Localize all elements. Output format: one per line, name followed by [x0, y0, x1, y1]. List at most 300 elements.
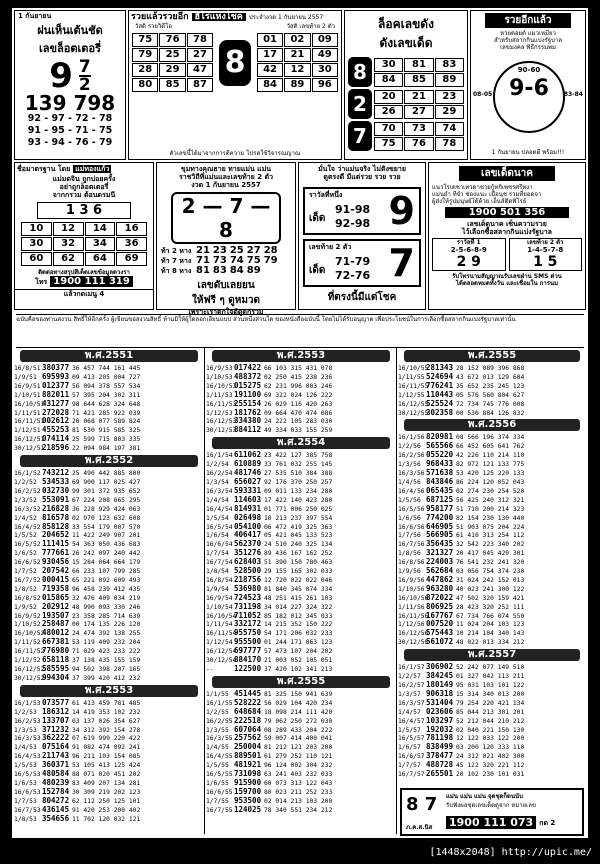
other-prizes: 76 541 232 241 320: [456, 559, 525, 567]
other-prizes: 34 014 227 324 322: [264, 603, 333, 611]
first-prize: 882011: [42, 389, 70, 399]
first-prize: 628403: [234, 557, 262, 567]
other-prizes: 47 502 320 159 421: [456, 594, 525, 602]
draw-date: 16/6/56: [398, 523, 425, 531]
draw-date: 1/6/55: [206, 779, 229, 787]
first-prize: 531404: [426, 697, 454, 707]
conf-box2-num-1: 71-79: [335, 255, 371, 268]
hero-cell: 30: [312, 63, 338, 77]
draw-date: 16/5/53: [14, 771, 41, 779]
hero-cell: 84: [257, 78, 283, 92]
acc-row: [157, 247, 295, 255]
draw-date: 16/2/57: [398, 682, 425, 689]
lock-digit: 8: [348, 57, 372, 87]
draw-date: 1/2/54: [206, 461, 229, 469]
first-prize: 968433: [426, 459, 454, 469]
lock-cell: 30: [374, 58, 403, 72]
other-prizes: 56 425 240 312 321: [456, 496, 525, 504]
naga-seq2-big: 1 5: [533, 254, 558, 270]
first-prize: 575443: [426, 628, 454, 638]
hero-cell: 47: [187, 63, 213, 77]
draw-date: 1/12/53: [206, 409, 233, 417]
first-prize: 186312: [42, 706, 70, 716]
first-prize: 257562: [234, 733, 262, 743]
acc-num: 21: [196, 245, 210, 256]
other-prizes: 95 031 103 101 122: [456, 682, 525, 689]
first-prize: 110443: [426, 389, 454, 399]
draw-row: [398, 770, 586, 779]
panel-subtitle: เลขล็อตเตอรี่: [39, 42, 101, 55]
other-prizes: 20 417 045 420 301: [456, 550, 525, 558]
draw-date: 16/6/54: [206, 541, 233, 549]
draw-date: 16/9/53: [206, 365, 233, 372]
draw-date: 16/4/56: [398, 487, 425, 495]
other-prizes: 69 900 117 025 427: [72, 478, 141, 486]
other-prizes: 32 542 223 340 202: [456, 541, 525, 549]
acc-num: 23: [212, 245, 227, 256]
fraction-bottom: 2: [78, 75, 91, 95]
first-prize: 074114: [42, 434, 70, 444]
other-prizes: 81 212 121 203 200: [264, 744, 333, 752]
acc-num: 71: [196, 255, 210, 266]
draw-date: 16/11/55: [398, 382, 429, 390]
other-prizes: 79 254 220 421 134: [456, 699, 525, 707]
draw-date: 1/2/57: [398, 673, 421, 681]
first-prize: 777661: [42, 548, 70, 558]
first-prize: 159700: [234, 786, 262, 796]
draw-row: [14, 444, 204, 453]
draw-date: 16/9/56: [398, 576, 425, 584]
other-prizes: 18 098 214 111 420: [264, 708, 333, 716]
draw-date: 1/4/57: [398, 708, 421, 716]
acc-num: 83: [212, 265, 227, 276]
first-prize: 481746: [234, 468, 262, 478]
other-prizes: 96 124 002 304 232: [264, 762, 333, 770]
other-prizes: 49 334 033 155 259: [264, 427, 333, 435]
draw-date: 1/11/55: [398, 373, 425, 381]
first-prize: 585595: [42, 664, 70, 673]
draw-date: 16/6/53: [14, 788, 41, 796]
first-prize: 055220: [426, 450, 454, 460]
conf-title-1: มั่นใจ ว่าแม่นจริง ไม่ติงขยาย: [318, 165, 406, 173]
first-prize: 534533: [42, 476, 70, 486]
hero-grid-b: [257, 33, 338, 92]
other-prizes: 01 771 006 250 025: [264, 505, 333, 513]
naga-line2: เลขเด็ดนาค เซ็นความรวย: [467, 220, 547, 228]
draw-date: 16/5/52: [14, 541, 41, 549]
hero-subheads: [129, 23, 341, 30]
draw-date: 1/4/52: [14, 514, 37, 522]
draw-date: 16/11/52: [14, 648, 45, 656]
other-prizes: 25 599 715 803 335: [72, 436, 141, 444]
draw-date: 16/7/55: [206, 806, 233, 814]
std-footer: แล้วกดเมนู 4: [15, 289, 153, 298]
other-prizes: 61 413 459 781 485: [72, 699, 141, 707]
naga-col-1: [432, 238, 506, 271]
other-prizes: 14 419 353 102 232: [72, 708, 141, 716]
other-prizes: 80 023 211 252 233: [264, 788, 333, 796]
naga-sms-1: รับโทรนามสัญญาณรับเลขฝ่าน SMS ด่วน: [452, 273, 562, 280]
draw-date: 16/3/55: [206, 735, 233, 743]
draw-date: 1/4/53: [14, 744, 37, 752]
draw-date: 1/12/54: [206, 639, 233, 647]
other-prizes: 48 251 415 261 103: [264, 594, 333, 602]
first-prize: 015275: [234, 380, 262, 390]
other-prizes: 48 022 013 334 212: [456, 639, 525, 647]
other-prizes: 36 457 744 161 445: [72, 365, 141, 372]
std-cell: 14: [85, 222, 116, 236]
hero-sub-1: วัสดิ รวยวิดีโอ: [135, 23, 173, 30]
first-prize: 265501: [426, 769, 454, 779]
other-prizes: 03 137 026 354 627: [72, 717, 141, 725]
hero-grid-a: [132, 33, 213, 92]
other-prizes: 81 530 915 585 325: [72, 427, 141, 435]
first-prize: 032730: [42, 485, 70, 495]
first-prize: 774200: [426, 512, 454, 522]
acc-num: 84: [229, 265, 244, 276]
lock-cell: 75: [374, 137, 403, 151]
other-prizes: 91 420 253 200 402: [72, 806, 141, 814]
first-prize: 023606: [426, 706, 454, 716]
first-prize: 711052: [234, 610, 262, 620]
other-prizes: 42 226 110 214 110: [456, 452, 525, 460]
lock-cell: 27: [404, 105, 433, 119]
draw-date: 16/4/52: [14, 523, 41, 531]
draw-date: 30/12/52: [14, 674, 45, 682]
first-prize: 525524: [426, 398, 454, 408]
first-prize: 321327: [426, 548, 454, 558]
draw-date: 16/3/57: [398, 699, 425, 707]
first-prize: 204652: [42, 530, 70, 540]
other-prizes: 52 212 044 210 212: [456, 717, 525, 725]
hero-cell: 75: [132, 33, 158, 47]
first-prize: 380377: [42, 363, 70, 372]
first-prize: 480584: [42, 769, 70, 779]
draw-date: 1/7/55: [206, 797, 229, 805]
hero-cell: 01: [257, 33, 283, 47]
other-prizes: 05 421 045 133 523: [264, 532, 333, 540]
draw-date: 16/4/53: [14, 753, 41, 761]
hero-cell: 49: [312, 48, 338, 62]
lottery-sheet: [12, 8, 588, 838]
draw-date: 16/12/52: [14, 666, 45, 673]
first-prize: 360371: [42, 760, 70, 770]
other-prizes: 26 029 116 420 263: [264, 400, 333, 408]
draw-date: 1/10/52: [14, 621, 41, 629]
other-prizes: 24 222 105 283 030: [264, 418, 333, 426]
draw-date: 1/6/56: [398, 514, 421, 522]
draw-date: 1/5/54: [206, 514, 229, 522]
draw-date: 16/6/52: [14, 559, 41, 567]
lock-cell: 26: [374, 105, 403, 119]
draw-date: 1/11/53: [206, 391, 233, 399]
draw-date: 1/12/55: [398, 391, 425, 399]
first-prize: 281343: [426, 363, 454, 372]
std-grid: [21, 222, 147, 266]
other-prizes: 72 734 745 776 008: [456, 400, 525, 408]
panel-lock-numbers: [344, 10, 468, 160]
draw-date: 1/7/53: [14, 797, 37, 805]
std-line-2: อย่าถูกล็อตเตอรี่: [59, 183, 109, 191]
conf-box1-num-1: 91-98: [335, 203, 371, 216]
other-prizes: 00 530 884 126 832: [456, 409, 525, 417]
std-note: ติดต่อทางสรุปสีเด็ดเลขข้อมูลดวงรา: [38, 269, 130, 276]
draw-row: [206, 806, 396, 815]
draw-date: 30/12/53: [206, 427, 237, 435]
lock-title-1: ล็อคเลขดัง: [378, 17, 434, 31]
std-cell: 60: [21, 252, 52, 266]
draw-row: [206, 426, 396, 435]
other-prizes: 57 473 107 204 202: [264, 648, 333, 656]
first-prize: 906318: [426, 688, 454, 698]
draw-date: 16/11/54: [206, 630, 237, 638]
std-cell: 16: [116, 222, 147, 236]
acc-title-1: ขุมทางคุณธาย ทายแม่น แม่น: [180, 165, 272, 173]
lock-cell: 76: [404, 137, 433, 151]
panel-standard: [14, 162, 154, 310]
pair-line-3: 93 - 94 - 76 - 79: [27, 137, 113, 148]
other-prizes: 83 409 207 134 281: [72, 779, 141, 787]
first-prize: 610889: [234, 459, 262, 469]
std-phone-row: [15, 276, 153, 287]
first-prize: 963280: [426, 583, 454, 593]
other-prizes: 60 073 313 122 043: [264, 779, 333, 787]
draw-date: 16/9/54: [206, 594, 233, 602]
first-prize: 858128: [42, 521, 70, 531]
first-prize: 607064: [234, 724, 262, 734]
first-prize: 820981: [426, 432, 454, 442]
first-prize: 480012: [42, 628, 70, 638]
hero-note: ตัวเลขนี้ได้มาจากการตีความ โปรดใช้วิจารณญาณ: [169, 150, 301, 157]
other-prizes: 03 056 754 374 230: [456, 568, 525, 576]
draw-date: 1/3/57: [398, 690, 421, 698]
draw-row: [398, 638, 586, 647]
hero-cell: 87: [187, 78, 213, 92]
draw-row: [14, 674, 204, 683]
draw-date: 16/9/52: [14, 612, 41, 620]
other-prizes: 82 154 230 130 440: [456, 514, 525, 522]
first-prize: 804272: [42, 795, 70, 805]
other-prizes: 94 502 398 207 165: [72, 666, 141, 673]
first-prize: 054100: [234, 521, 262, 531]
draw-date: 16/2/54: [206, 470, 233, 478]
hero-cell: 02: [284, 33, 310, 47]
hero-cell: 80: [132, 78, 158, 92]
other-prizes: 82 972 121 133 775: [456, 461, 525, 469]
first-prize: 255154: [234, 398, 262, 408]
other-prizes: 91 082 474 092 241: [72, 744, 141, 752]
draw-date: 16/7/56: [398, 541, 425, 549]
first-prize: 611062: [234, 450, 262, 460]
draw-date: 16/4/57: [398, 717, 425, 725]
conf-box2-sub: เด็ด: [309, 265, 326, 276]
other-prizes: 51 903 075 204 224: [456, 523, 525, 531]
other-prizes: 36 228 929 424 063: [72, 505, 141, 513]
std-line-3: จากกรวม ต้อนดรมนี: [52, 191, 116, 199]
hero-cell: 42: [257, 63, 283, 77]
draw-date: 1/11/54: [206, 621, 233, 629]
disclaimer: ฉบับคือของท่านสงวน สิทธิ์ให้อีกครั้ง ผู้เขียนขอสงวนสิทธิ์ ห้ามมิให้ผู้ใดลอกเลียนแบบ ส่วนหนึ่งส่วนใด ของหนังสือฉบับนี้ โดยไม่ได้รับอนุญาต เพื่อประโยชน์ในการเลือกซื้อสลากกินแบ่งรัฐบาลเท่านั้น: [16, 314, 584, 348]
other-prizes: 61 279 252 110 121: [264, 753, 333, 761]
other-prizes: 24 312 021 402 300: [456, 753, 525, 761]
draw-date: 1/5/52: [14, 532, 37, 540]
draw-date: 1/8/56: [398, 550, 421, 558]
first-prize: 152784: [42, 786, 70, 796]
year-header: พ.ศ.2554: [212, 437, 390, 449]
first-prize: 488372: [234, 371, 262, 381]
first-prize: 258487: [42, 619, 70, 629]
first-prize: 695993: [42, 371, 70, 381]
other-prizes: 27 535 510 384 388: [264, 470, 333, 478]
hero-cell: 09: [312, 33, 338, 47]
other-prizes: 85 044 213 301 201: [456, 708, 525, 716]
first-prize: 958177: [426, 503, 454, 513]
draw-date: 1/2/55: [206, 708, 229, 716]
pair-line-2: 91 - 95 - 71 - 75: [27, 125, 113, 136]
first-prize: 332172: [234, 619, 262, 629]
first-prize: 776980: [42, 646, 70, 656]
first-prize: 378477: [426, 751, 454, 761]
std-phone-label: โทร: [35, 277, 48, 286]
first-prize: 122500: [234, 664, 262, 673]
lock-row: [348, 121, 464, 151]
other-prizes: 66 452 605 641 762: [456, 443, 525, 451]
other-prizes: 29 155 165 302 033: [264, 568, 333, 576]
rich-circle: [493, 61, 565, 133]
first-prize: 776241: [426, 380, 454, 390]
draw-date: 1/12/51: [14, 427, 41, 435]
first-prize: 000415: [42, 574, 70, 584]
hero-body: [129, 30, 341, 95]
other-prizes: 51 710 200 214 323: [456, 505, 525, 513]
draw-date: 16/11/56: [398, 612, 429, 620]
other-prizes: 48 990 093 330 246: [72, 603, 141, 611]
other-prizes: 28 423 320 252 111: [456, 603, 525, 611]
acc-foot-2: ให้ฟรี ๆ ดูหมวด: [191, 295, 261, 306]
other-prizes: 37 138 435 155 159: [72, 657, 141, 665]
other-prizes: 65 221 092 609 493: [72, 576, 141, 584]
other-prizes: 59 007 414 400 041: [264, 735, 333, 743]
std-cell: 64: [85, 252, 116, 266]
std-cell: 69: [116, 252, 147, 266]
lock-cell: 78: [435, 137, 464, 151]
draw-date: 16/3/52: [14, 505, 41, 513]
other-prizes: 63 241 403 232 033: [264, 771, 333, 779]
draw-date: 30/12/54: [206, 657, 237, 665]
acc-row-label: ท้า 8 หาง: [161, 267, 192, 275]
draw-date: 1/4/54: [206, 496, 229, 504]
first-prize: 218596: [42, 443, 70, 453]
draw-date: 1/2/56: [398, 443, 421, 451]
first-prize: 250004: [234, 742, 262, 752]
acc-num: 73: [212, 255, 227, 266]
draw-date: 1/2/53: [14, 708, 37, 716]
first-prize: 953500: [234, 795, 262, 805]
std-line-1: แม่มดจิน ถูกบ่อยครั้ง: [52, 175, 116, 183]
first-prize: 451445: [234, 688, 262, 698]
hero-cell: 78: [187, 33, 213, 47]
lock-cell: 89: [435, 73, 464, 87]
other-prizes: 08 289 433 204 222: [264, 726, 333, 734]
other-prizes: 40 023 241 300 122: [456, 585, 525, 593]
first-prize: 431277: [42, 398, 70, 408]
first-prize: 012377: [42, 380, 70, 390]
other-prizes: 56 029 104 420 234: [264, 699, 333, 707]
first-prize: 646905: [426, 521, 454, 531]
other-prizes: 01 327 042 113 211: [456, 673, 525, 681]
rich-right: 83-84: [563, 91, 583, 98]
lock-cell: 73: [404, 122, 433, 136]
first-prize: 216828: [42, 503, 70, 513]
first-prize: 133707: [42, 715, 70, 725]
other-prizes: 92 176 370 250 257: [264, 478, 333, 486]
draw-date: 1/2/52: [14, 478, 37, 486]
draw-date: 16/8/54: [206, 576, 233, 584]
lock-cell: 74: [435, 122, 464, 136]
draw-row: [206, 665, 396, 674]
draw-date: 16/4/55: [206, 753, 233, 761]
promo-title: แม่น แม่น แม่น จุดชุดก็ตนนับ: [446, 793, 523, 800]
draw-date: 16/12/56: [398, 630, 429, 638]
first-prize: 073577: [42, 697, 70, 707]
panel-naga: [428, 162, 586, 310]
acc-num: 28: [263, 245, 278, 256]
draw-date: 16/11/53: [206, 400, 237, 408]
other-prizes: 09 413 205 004 727: [72, 373, 141, 381]
draw-date: 16/5/56: [398, 505, 425, 513]
other-prizes: 20 102 230 101 031: [456, 771, 525, 779]
other-prizes: 67 224 208 665 295: [72, 496, 141, 504]
hero-center: [217, 33, 253, 92]
naga-line-3: ผู้ส่งให้รูปมนุษย์ได้ด้วย เอ็นส์ติดพิโรย์: [432, 198, 527, 205]
other-prizes: 17 422 140 423 280: [264, 496, 333, 504]
draw-date: 16/6/57: [398, 753, 425, 761]
first-prize: 743212: [42, 468, 70, 478]
other-prizes: 37 399 420 412 232: [72, 674, 141, 682]
other-prizes: 24 474 392 138 255: [72, 630, 141, 638]
panel-lucky-numbers: [14, 10, 126, 160]
draw-date: 1/6/57: [398, 744, 421, 752]
year-header: พ.ศ.2555: [212, 676, 390, 688]
other-prizes: 45 122 320 221 112: [456, 762, 525, 770]
acc-num: 89: [246, 265, 261, 276]
draw-date: 1/11/56: [398, 603, 425, 611]
first-prize: 103297: [426, 715, 454, 725]
panel-hero-luck: [128, 10, 342, 160]
other-prizes: 33 554 179 007 570: [72, 523, 141, 531]
draw-date: 1/9/51: [14, 373, 37, 381]
first-prize: 524694: [426, 371, 454, 381]
std-cell: 32: [53, 237, 84, 251]
first-prize: 481921: [234, 760, 262, 770]
hero-center-digit: 8: [219, 40, 251, 86]
hero-date: ประจำงวด 1 กันยายน 2557: [248, 13, 324, 21]
other-prizes: 06 472 419 325 363: [264, 523, 333, 531]
draw-date: 1/7/54: [206, 550, 229, 558]
conf-box1-label: ราวัลที่หนึ่ง: [309, 191, 343, 199]
promo-phone-tail: กด 2: [539, 818, 556, 827]
other-prizes: 23 422 127 385 758: [264, 452, 333, 460]
draw-date: 16/3/54: [206, 487, 233, 495]
naga-phone: 1900 501 356: [445, 207, 569, 218]
other-prizes: 02 014 213 103 200: [264, 797, 333, 805]
first-prize: 814931: [234, 503, 262, 513]
other-prizes: 34 312 392 154 278: [72, 726, 141, 734]
draw-date: 1/3/53: [14, 726, 37, 734]
lock-cell: 85: [404, 73, 433, 87]
first-prize: 384245: [426, 671, 454, 681]
first-prize: 192032: [426, 724, 454, 734]
